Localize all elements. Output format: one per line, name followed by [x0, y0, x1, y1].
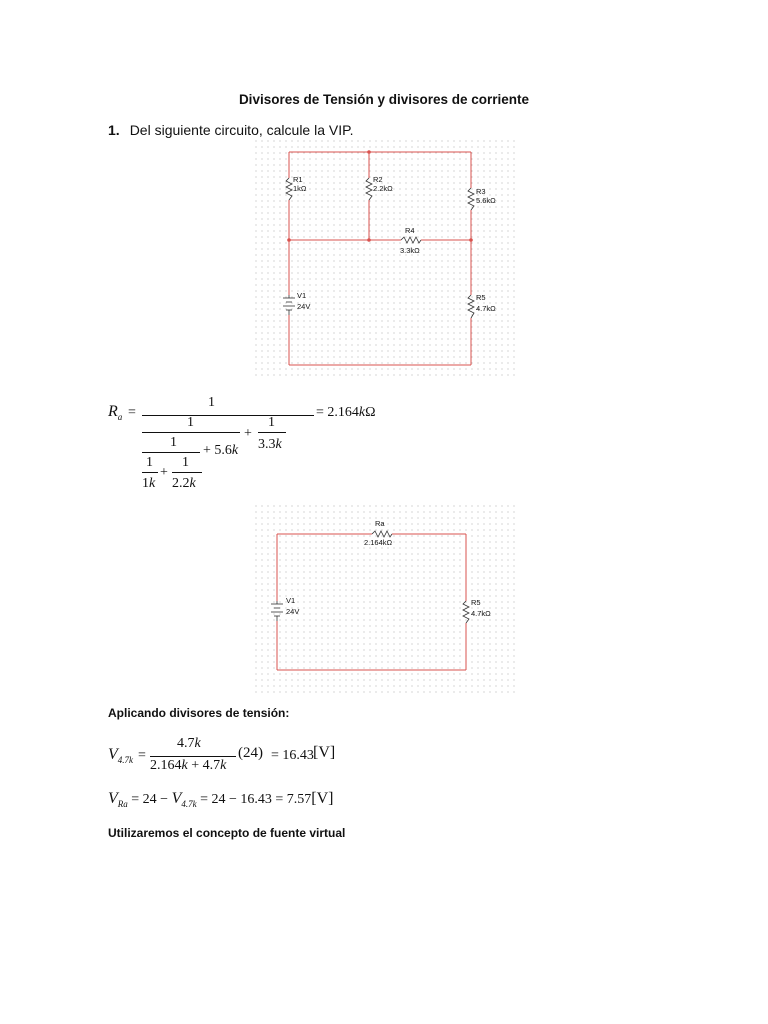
ra-term-1k: 1 — [142, 476, 149, 491]
ra-bar-d — [142, 472, 158, 473]
v47-num-k: k — [194, 736, 201, 751]
ra-inner-bar-c — [142, 452, 200, 453]
v47-result: = 16.43 — [271, 748, 314, 763]
r1-label: R1 — [293, 175, 303, 184]
vra-subscript: Ra — [117, 798, 128, 809]
v47-subscript: 4.7k — [117, 755, 134, 766]
ra-plus-b: + — [160, 465, 168, 480]
r4-value: 3.3kΩ — [400, 246, 420, 255]
ra-term-56: + 5.6 — [203, 443, 232, 458]
page-title: Divisores de Tensión y divisores de corriente — [238, 92, 530, 107]
r2-label: R2 — [373, 175, 383, 184]
ra-symbol: R — [108, 403, 118, 420]
r5-label: R5 — [476, 293, 486, 302]
vra-symbol: V — [108, 790, 118, 807]
ra-main-fraction-bar — [142, 415, 314, 416]
ra-term-22: 2.2 — [172, 476, 190, 491]
v47-factor: (24) — [238, 745, 263, 761]
question-1 — [108, 122, 354, 138]
v47-fraction-bar — [150, 756, 236, 757]
question-text: Del siguiente circuito, calcule la VIP. — [129, 122, 354, 138]
v47-equals: = — [138, 748, 146, 763]
ra-term-33: 3.3 — [258, 437, 276, 452]
ra-inner-one-c: 1 — [170, 435, 177, 450]
r5-value: 4.7kΩ — [476, 304, 496, 313]
vra-text: = 24 − — [131, 792, 172, 807]
circuit-diagram-2 — [255, 505, 517, 693]
r2-value: 2.2kΩ — [373, 184, 393, 193]
ra-k-22: k — [189, 476, 196, 491]
ra-one-top-b: 1 — [182, 455, 189, 470]
v47-den-a: 2.164 — [150, 758, 182, 773]
ra-one-top-a: 1 — [146, 455, 153, 470]
r1-value: 1kΩ — [293, 184, 307, 193]
ra-inner-bar-b — [258, 432, 286, 433]
v47-symbol: V — [108, 746, 118, 763]
vra-result: = 24 − 16.43 = 7.57 — [200, 792, 312, 807]
v1-value-2: 24V — [286, 607, 300, 616]
r4-label: R4 — [405, 226, 415, 235]
v47-unit: [V] — [313, 744, 336, 761]
ra-k-56: k — [231, 443, 239, 458]
r3-value: 5.6kΩ — [476, 196, 496, 205]
v47-den-k-b: k — [220, 758, 227, 773]
vra-v-symbol: V — [171, 790, 182, 807]
v1-label: V1 — [297, 291, 307, 300]
circuit-diagram-1 — [255, 140, 517, 380]
r3-label: R3 — [476, 187, 486, 196]
v1-value: 24V — [297, 302, 311, 311]
v47-den-k-a: k — [181, 758, 188, 773]
vra-unit: [V] — [311, 790, 334, 807]
ra-k-1: k — [149, 476, 156, 491]
ra-label: Ra — [375, 519, 385, 528]
r5-value-2: 4.7kΩ — [471, 609, 491, 618]
section-voltage-divider: Aplicando divisores de tensión: — [108, 706, 290, 720]
ra-subscript: a — [117, 412, 123, 423]
ra-inner-bar-a — [142, 432, 240, 433]
r5-label-2: R5 — [471, 598, 481, 607]
v47-num: 4.7 — [177, 736, 195, 751]
ra-result: = 2.164 — [316, 405, 359, 420]
ra-inner-one-b: 1 — [268, 415, 275, 430]
ra-result-unit: Ω — [365, 405, 376, 420]
section-virtual-source: Utilizaremos el concepto de fuente virtual — [108, 826, 346, 840]
ra-equals: = — [128, 405, 136, 420]
ra-plus-a: + — [244, 426, 252, 441]
ra-k-33: k — [275, 437, 282, 452]
ra-result-k: k — [358, 405, 366, 420]
v1-label-2: V1 — [286, 596, 296, 605]
ra-numerator: 1 — [208, 395, 215, 410]
equation-vra — [108, 790, 334, 809]
question-number: 1. — [108, 122, 120, 138]
ra-value: 2.164kΩ — [364, 538, 393, 547]
ra-inner-one-a: 1 — [187, 415, 194, 430]
ra-bar-e — [172, 472, 202, 473]
v47-den-b: + 4.7 — [191, 758, 221, 773]
vra-v-subscript: 4.7k — [181, 798, 197, 809]
